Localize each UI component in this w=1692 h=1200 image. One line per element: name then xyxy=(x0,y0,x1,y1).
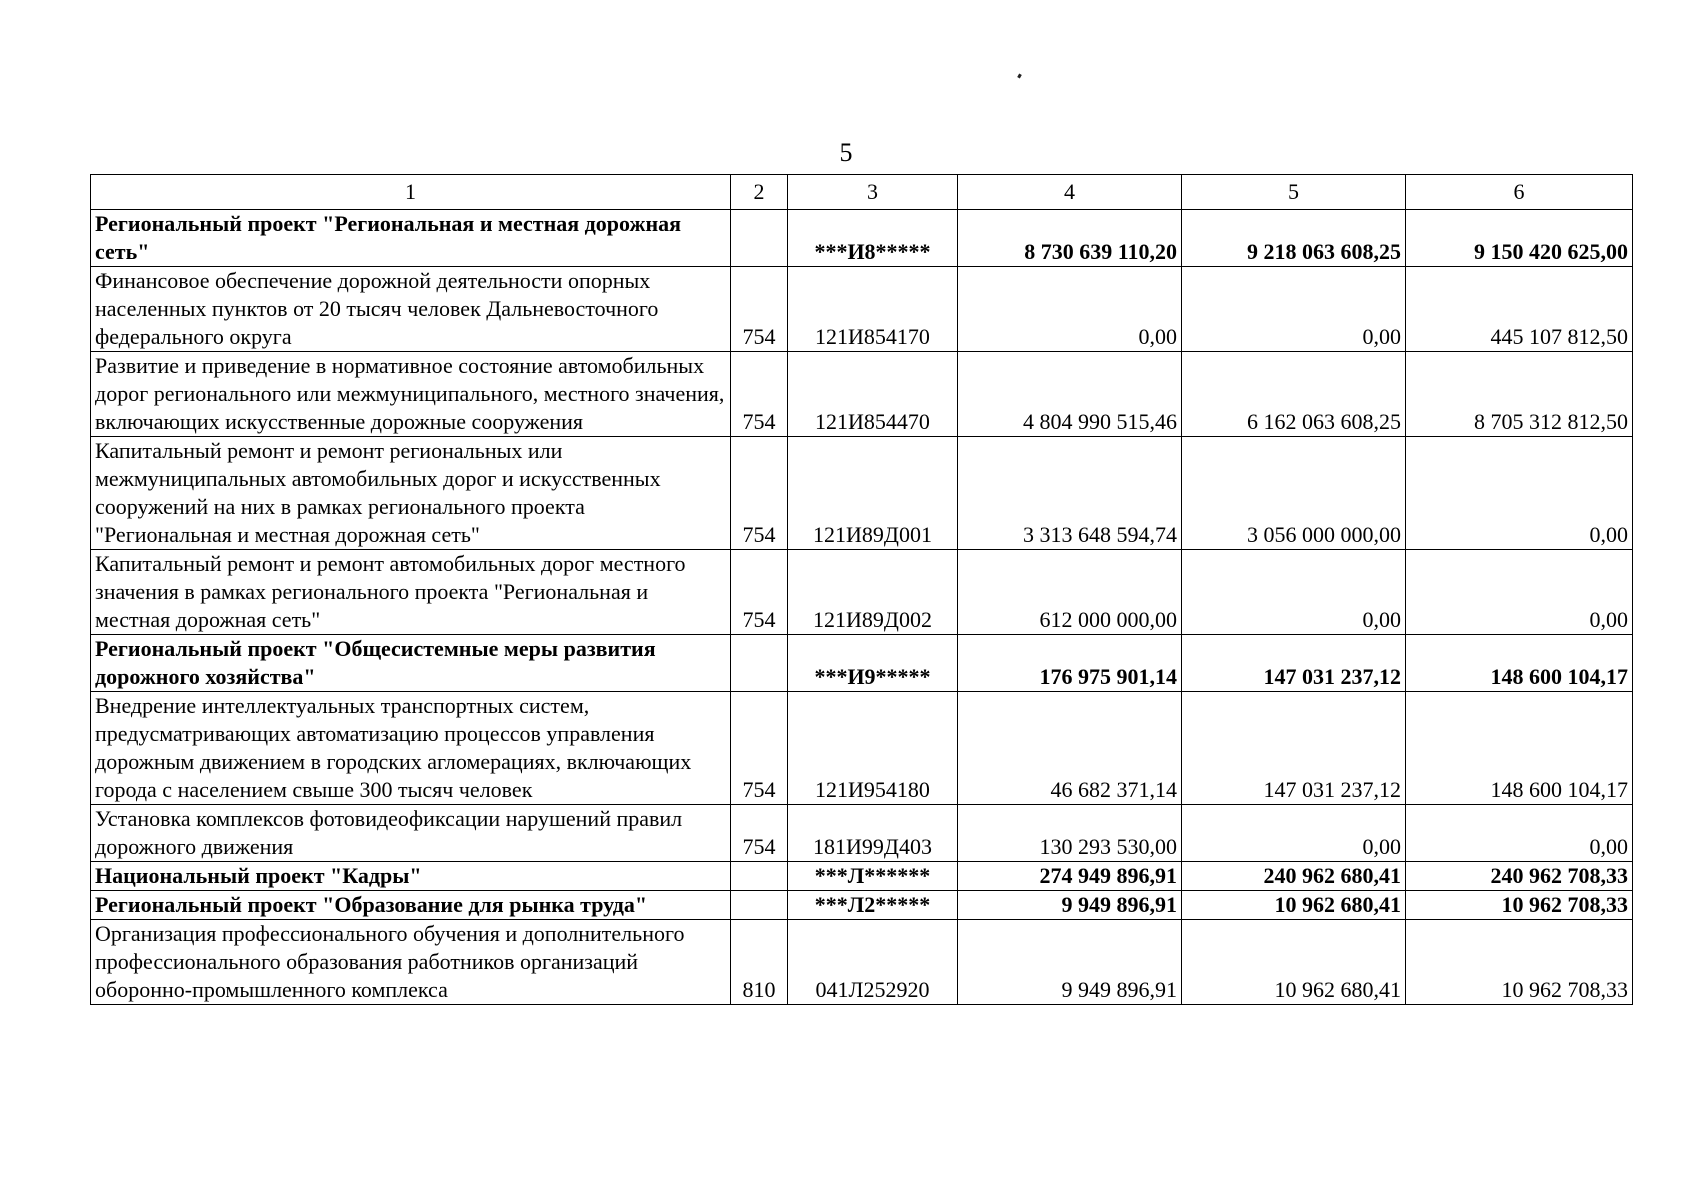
row-value-col5-cell: 0,00 xyxy=(1182,550,1406,635)
row-value-col6-cell: 9 150 420 625,00 xyxy=(1406,210,1633,267)
row-value-col5-cell: 10 962 680,41 xyxy=(1182,920,1406,1005)
row-name-cell: Установка комплексов фотовидеофиксации нарушений правил дорожного движения xyxy=(91,805,731,862)
table-row xyxy=(91,805,1633,862)
row-value-col4-cell: 8 730 639 110,20 xyxy=(958,210,1182,267)
row-value-col4-cell: 9 949 896,91 xyxy=(958,891,1182,920)
row-value-col6-cell: 148 600 104,17 xyxy=(1406,692,1633,805)
table-row xyxy=(91,437,1633,550)
row-value-col6-cell: 10 962 708,33 xyxy=(1406,891,1633,920)
row-value-col6-cell: 0,00 xyxy=(1406,550,1633,635)
row-value-col5-cell: 9 218 063 608,25 xyxy=(1182,210,1406,267)
row-value-col5-cell: 6 162 063 608,25 xyxy=(1182,352,1406,437)
table-body xyxy=(91,210,1633,1005)
row-value-col4-cell: 176 975 901,14 xyxy=(958,635,1182,692)
budget-table xyxy=(90,174,1633,1005)
row-value-col6-cell: 8 705 312 812,50 xyxy=(1406,352,1633,437)
column-header-5: 5 xyxy=(1182,175,1406,210)
row-value-col4-cell: 9 949 896,91 xyxy=(958,920,1182,1005)
row-code-cell: ***И8***** xyxy=(788,210,958,267)
row-value-col6-cell: 10 962 708,33 xyxy=(1406,920,1633,1005)
row-value-col5-cell: 0,00 xyxy=(1182,805,1406,862)
row-code-cell: ***Л****** xyxy=(788,862,958,891)
row-value-col5-cell: 147 031 237,12 xyxy=(1182,692,1406,805)
row-value-col6-cell: 0,00 xyxy=(1406,437,1633,550)
row-code-cell: 121И89Д002 xyxy=(788,550,958,635)
row-gr-cell: 754 xyxy=(731,437,788,550)
row-value-col6-cell: 445 107 812,50 xyxy=(1406,267,1633,352)
row-value-col6-cell: 240 962 708,33 xyxy=(1406,862,1633,891)
table-row xyxy=(91,550,1633,635)
row-gr-cell xyxy=(731,210,788,267)
row-name-cell: Национальный проект "Кадры" xyxy=(91,862,731,891)
row-name-cell: Развитие и приведение в нормативное состояние автомобильных дорог регионального или межмуниципального, местного значения, включающих искусственные дорожные сооружения xyxy=(91,352,731,437)
row-code-cell: 121И954180 xyxy=(788,692,958,805)
row-gr-cell xyxy=(731,635,788,692)
row-gr-cell: 754 xyxy=(731,805,788,862)
column-header-3: 3 xyxy=(788,175,958,210)
row-gr-cell: 754 xyxy=(731,267,788,352)
row-value-col6-cell: 148 600 104,17 xyxy=(1406,635,1633,692)
table-row xyxy=(91,267,1633,352)
row-value-col4-cell: 274 949 896,91 xyxy=(958,862,1182,891)
row-value-col4-cell: 3 313 648 594,74 xyxy=(958,437,1182,550)
row-code-cell: ***И9***** xyxy=(788,635,958,692)
row-gr-cell xyxy=(731,862,788,891)
row-value-col4-cell: 130 293 530,00 xyxy=(958,805,1182,862)
row-value-col5-cell: 10 962 680,41 xyxy=(1182,891,1406,920)
page-number: 5 xyxy=(839,138,853,167)
column-header-1: 1 xyxy=(91,175,731,210)
row-gr-cell: 810 xyxy=(731,920,788,1005)
row-name-cell: Внедрение интеллектуальных транспортных систем, предусматривающих автоматизацию процессов управления дорожным движением в городских агломерациях, включающих города с населением свыше 300 тысяч человек xyxy=(91,692,731,805)
row-name-cell: Региональный проект "Образование для рынка труда" xyxy=(91,891,731,920)
table-row-total xyxy=(91,635,1633,692)
table-row xyxy=(91,692,1633,805)
row-gr-cell: 754 xyxy=(731,352,788,437)
table-row xyxy=(91,352,1633,437)
row-value-col4-cell: 46 682 371,14 xyxy=(958,692,1182,805)
row-gr-cell xyxy=(731,891,788,920)
row-name-cell: Региональный проект "Региональная и местная дорожная сеть" xyxy=(91,210,731,267)
column-header-2: 2 xyxy=(731,175,788,210)
row-value-col6-cell: 0,00 xyxy=(1406,805,1633,862)
table-row-total xyxy=(91,891,1633,920)
row-value-col5-cell: 147 031 237,12 xyxy=(1182,635,1406,692)
table-row xyxy=(91,920,1633,1005)
column-header-4: 4 xyxy=(958,175,1182,210)
row-code-cell: 121И854170 xyxy=(788,267,958,352)
row-code-cell: ***Л2***** xyxy=(788,891,958,920)
row-value-col5-cell: 240 962 680,41 xyxy=(1182,862,1406,891)
row-code-cell: 121И89Д001 xyxy=(788,437,958,550)
header-row xyxy=(91,175,1633,210)
row-code-cell: 181И99Д403 xyxy=(788,805,958,862)
row-value-col5-cell: 3 056 000 000,00 xyxy=(1182,437,1406,550)
column-header-6: 6 xyxy=(1406,175,1633,210)
table-row-total xyxy=(91,862,1633,891)
row-name-cell: Капитальный ремонт и ремонт автомобильных дорог местного значения в рамках регионального проекта "Региональная и местная дорожная сеть" xyxy=(91,550,731,635)
row-name-cell: Региональный проект "Общесистемные меры развития дорожного хозяйства" xyxy=(91,635,731,692)
row-gr-cell: 754 xyxy=(731,550,788,635)
row-name-cell: Финансовое обеспечение дорожной деятельности опорных населенных пунктов от 20 тысяч человек Дальневосточного федерального округа xyxy=(91,267,731,352)
row-value-col4-cell: 612 000 000,00 xyxy=(958,550,1182,635)
row-gr-cell: 754 xyxy=(731,692,788,805)
row-value-col4-cell: 0,00 xyxy=(958,267,1182,352)
table-row-total xyxy=(91,210,1633,267)
scan-speck xyxy=(1017,74,1022,79)
row-name-cell: Капитальный ремонт и ремонт региональных или межмуниципальных автомобильных дорог и искусственных сооружений на них в рамках регионального проекта "Региональная и местная дорожная сеть" xyxy=(91,437,731,550)
row-value-col4-cell: 4 804 990 515,46 xyxy=(958,352,1182,437)
row-name-cell: Организация профессионального обучения и дополнительного профессионального образования работников организаций оборонно-промышленного комплекса xyxy=(91,920,731,1005)
row-code-cell: 041Л252920 xyxy=(788,920,958,1005)
row-value-col5-cell: 0,00 xyxy=(1182,267,1406,352)
row-code-cell: 121И854470 xyxy=(788,352,958,437)
